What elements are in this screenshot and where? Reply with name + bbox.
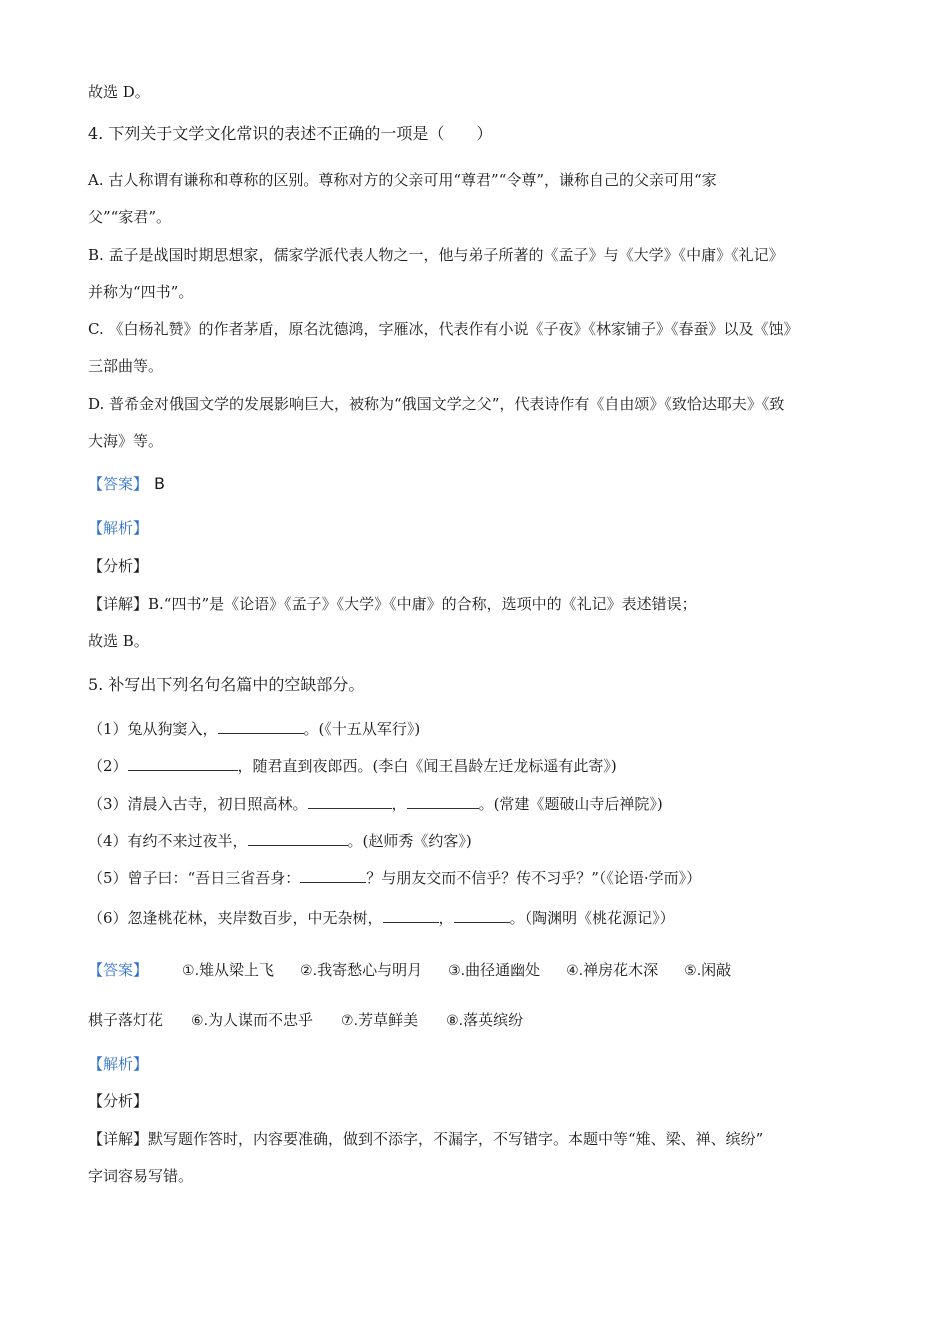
analysis-tag: 【解析】	[88, 1055, 149, 1073]
q4-option-b-line1: B. 孟子是战国时期思想家，儒家学派代表人物之一，他与弟子所著的《孟子》与《大学》《中庸》《礼记》	[88, 246, 784, 264]
q4-option-a-line2: 父”“家君”。	[88, 208, 172, 226]
q4-detail: 【详解】B.“四书”是《论语》《孟子》《大学》《中庸》的合称，选项中的《礼记》表述错误；	[88, 595, 697, 613]
blank	[248, 830, 348, 846]
q4-answer-row	[88, 474, 165, 494]
q5-item-4: （4）有约不来过夜半， 。(赵师秀《约客》)	[88, 832, 472, 850]
q5-item-6: （6）忽逢桃花林，夹岸数百步，中无杂树， ， 。（陶渊明《桃花源记》）	[88, 909, 675, 927]
q5-detail-line2: 字词容易写错。	[88, 1167, 194, 1185]
q4-answer-value: B	[154, 474, 165, 493]
prev-conclusion: 故选 D。	[88, 83, 150, 101]
q4-option-c-line2: 三部曲等。	[88, 357, 164, 375]
q4-option-d-line2: 大海》等。	[88, 432, 164, 450]
blank	[300, 867, 366, 883]
q5-item-2: （2） ，随君直到夜郎西。(李白《闻王昌龄左迁龙标遥有此寄》)	[88, 757, 617, 775]
q4-option-b-line2: 并称为“四书”。	[88, 283, 194, 301]
q4-conclusion: 故选 B。	[88, 632, 149, 650]
blank	[383, 907, 439, 923]
blank	[128, 755, 238, 771]
q4-option-d-line1: D. 普希金对俄国文学的发展影响巨大，被称为“俄国文学之父”，代表诗作有《自由颂》《致恰达耶夫》《致	[88, 395, 785, 413]
blank	[407, 793, 479, 809]
blank	[308, 793, 392, 809]
q5-item-3: （3）清晨入古寺，初日照高林。 ， 。(常建《题破山寺后禅院》)	[88, 795, 663, 813]
q5-item-1: （1）兔从狗窦入， 。(《十五从军行》)	[88, 720, 421, 738]
q5-item-5: （5）曾子曰：“吾日三省吾身： ？与朋友交而不信乎？传不习乎？”（《论语·学而》）	[88, 869, 702, 887]
analysis-tag: 【解析】	[88, 519, 149, 537]
question-5-stem: 5. 补写出下列名句名篇中的空缺部分。	[88, 675, 365, 694]
q4-option-c-line1: C. 《白杨礼赞》的作者茅盾，原名沈德鸿，字雁冰，代表作有小说《子夜》《林家铺子》《春蚕》以及《蚀》	[88, 320, 799, 338]
fenxi-tag: 【分析】	[88, 1092, 149, 1110]
q5-answer-line1: 【答案】 ①.雉从梁上飞 ②.我寄愁心与明月 ③.曲径通幽处 ④.禅房花木深 ⑤.闲敲	[88, 961, 732, 979]
fenxi-tag: 【分析】	[88, 557, 149, 575]
question-4-stem: 4. 下列关于文学文化常识的表述不正确的一项是（ ）	[88, 124, 493, 143]
q5-answer-line2: 棋子落灯花 ⑥.为人谋而不忠乎 ⑦.芳草鲜美 ⑧.落英缤纷	[88, 1011, 524, 1029]
blank	[218, 718, 304, 734]
q5-detail-line1: 【详解】默写题作答时，内容要准确，做到不添字，不漏字，不写错字。本题中等“雉、梁、禅、缤纷”	[88, 1130, 764, 1148]
answer-tag: 【答案】	[88, 961, 149, 979]
q4-option-a-line1: A. 古人称谓有谦称和尊称的区别。尊称对方的父亲可用“尊君”“令尊”，谦称自己的父亲可用“家	[88, 171, 717, 189]
blank	[454, 907, 510, 923]
answer-tag: 【答案】	[88, 475, 149, 493]
